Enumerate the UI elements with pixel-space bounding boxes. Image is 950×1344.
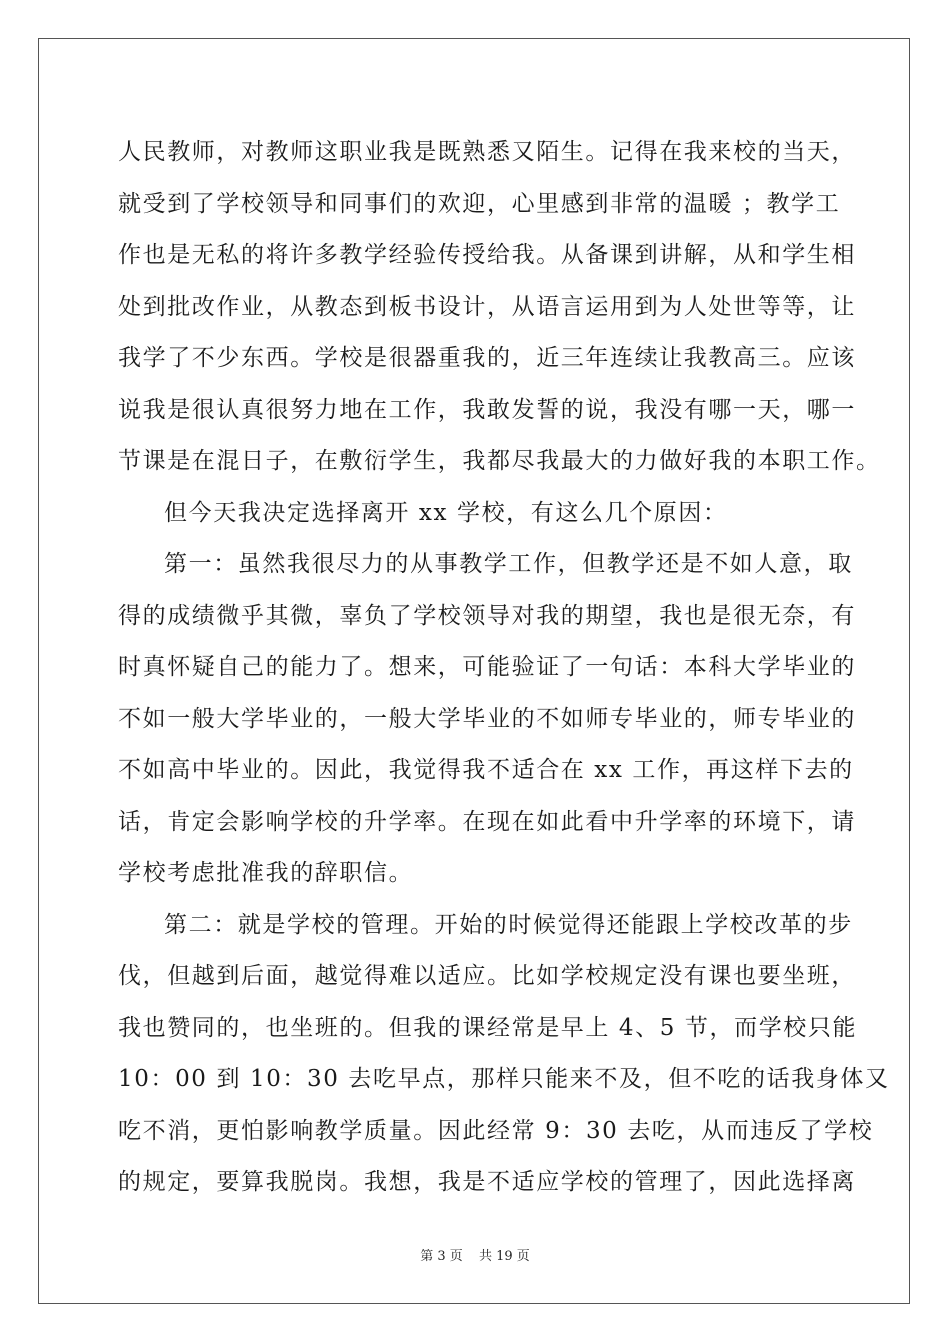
body-line: 处到批改作业，从教态到板书设计，从语言运用到为人处世等等，让	[118, 293, 856, 320]
body-line: 不如高中毕业的。因此，我觉得我不适合在 xx 工作，再这样下去的	[118, 757, 854, 783]
body-line: 不如一般大学毕业的，一般大学毕业的不如师专毕业的，师专毕业的	[118, 705, 856, 732]
body-line: 作也是无私的将许多教学经验传授给我。从备课到讲解，从和学生相	[118, 242, 856, 268]
body-line: 10：00 到 10：30 去吃早点，那样只能来不及，但不吃的话我身体又	[118, 1066, 890, 1092]
page-total: 共 19 页	[478, 1249, 530, 1264]
body-line: 说我是很认真很努力地在工作，我敢发誓的说，我没有哪一天，哪一	[118, 396, 856, 423]
document-body	[118, 127, 890, 1209]
body-line: 学校考虑批准我的辞职信。	[118, 860, 414, 886]
body-line: 话，肯定会影响学校的升学率。在现在如此看中升学率的环境下，请	[118, 808, 856, 835]
body-line: 吃不消，更怕影响教学质量。因此经常 9：30 去吃，从而违反了学校	[118, 1117, 874, 1144]
body-line: 伐，但越到后面，越觉得难以适应。比如学校规定没有课也要坐班，	[118, 963, 856, 989]
paragraph-start-line: 第一：虽然我很尽力的从事教学工作，但教学还是不如人意，取	[164, 551, 853, 577]
body-line: 我学了不少东西。学校是很器重我的，近三年连续让我教高三。应该	[118, 345, 856, 371]
body-line: 我也赞同的，也坐班的。但我的课经常是早上 4、5 节，而学校只能	[118, 1014, 858, 1041]
body-line: 时真怀疑自己的能力了。想来，可能验证了一句话：本科大学毕业的	[118, 654, 856, 680]
paragraph-start-line: 但今天我决定选择离开 xx 学校，有这么几个原因：	[164, 499, 728, 526]
body-line: 就受到了学校领导和同事们的欢迎，心里感到非常的温暖 ；教学工	[118, 190, 841, 217]
body-line: 人民教师，对教师这职业我是既熟悉又陌生。记得在我来校的当天，	[118, 139, 856, 165]
page-number: 第 3 页	[420, 1249, 463, 1264]
page-footer	[0, 1245, 950, 1264]
body-line: 节课是在混日子，在敷衍学生，我都尽我最大的力做好我的本职工作。	[118, 448, 881, 474]
body-line: 得的成绩微乎其微，辜负了学校领导对我的期望，我也是很无奈，有	[118, 602, 856, 629]
paragraph-start-line: 第二：就是学校的管理。开始的时候觉得还能跟上学校改革的步	[164, 911, 853, 938]
body-line: 的规定，要算我脱岗。我想，我是不适应学校的管理了，因此选择离	[118, 1169, 856, 1195]
